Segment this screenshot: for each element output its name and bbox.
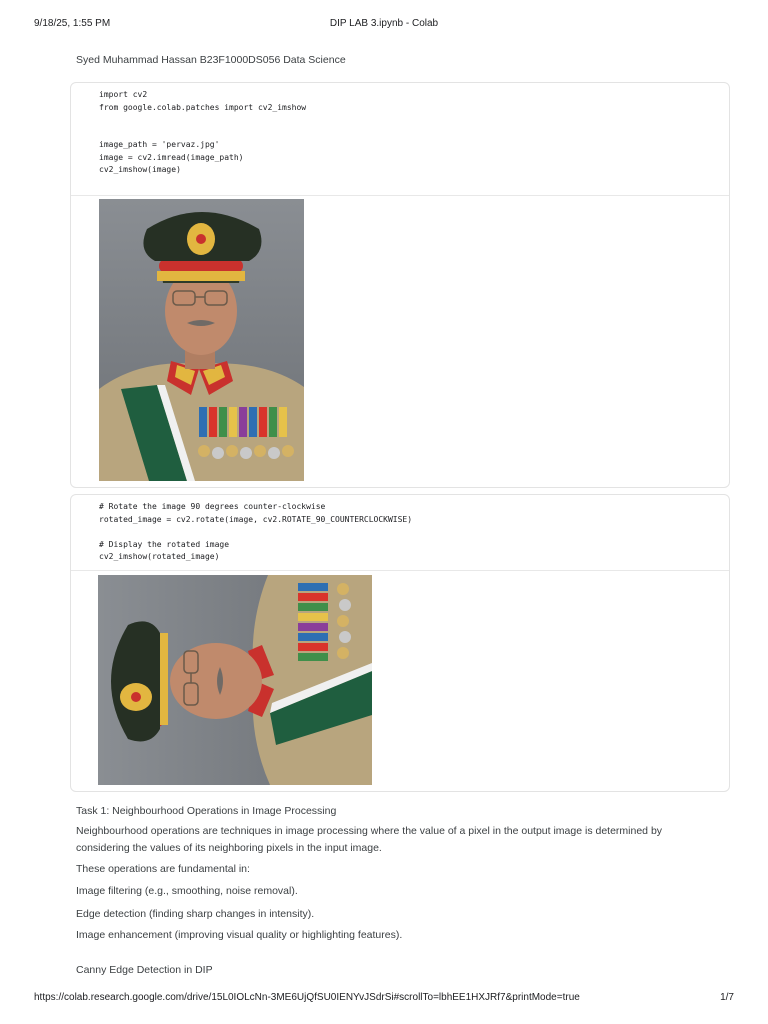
list-item: Edge detection (finding sharp changes in intensity). [76, 908, 315, 920]
output-rotated-image [98, 575, 372, 785]
code-editor-1[interactable] [99, 89, 719, 193]
print-footer [34, 992, 734, 1006]
task-paragraph: Neighbourhood operations are techniques in image processing where the value of a pixel in the output image is determined by considering the values of its neighboring pixels in the input image. [76, 825, 663, 854]
code-text-2[interactable]: # Rotate the image 90 degrees counter-clockwise rotated_image = cv2.rotate(image, cv2.ROTATE_90_COUNTERCLOCKWISE) # Display the rotated image cv2_imshow(rotated_image) [99, 502, 413, 561]
print-date: 9/18/25, 1:55 PM [34, 18, 111, 29]
code-cell-2[interactable] [70, 494, 730, 792]
page-number: 1/7 [720, 992, 734, 1003]
fundamental-intro: These operations are fundamental in: [76, 863, 250, 875]
code-editor-2[interactable] [99, 501, 719, 567]
cell-divider [71, 570, 729, 571]
output-portrait-image [99, 199, 304, 481]
list-item: Image enhancement (improving visual quality or highlighting features). [76, 929, 403, 941]
print-title: DIP LAB 3.ipynb - Colab [329, 18, 439, 29]
print-header [34, 18, 734, 32]
section-heading: Canny Edge Detection in DIP [76, 964, 213, 976]
rotated-portrait-photo [98, 575, 372, 785]
list-item: Image filtering (e.g., smoothing, noise removal). [76, 885, 298, 897]
portrait-photo [99, 199, 304, 481]
cell-divider [71, 195, 729, 196]
code-text-1[interactable]: import cv2 from google.colab.patches import cv2_imshow image_path = 'pervaz.jpg' image = cv2.imread(image_path) cv2_imshow(image) [99, 90, 307, 174]
author-line: Syed Muhammad Hassan B23F1000DS056 Data Science [76, 54, 346, 66]
print-url: https://colab.research.google.com/drive/15L0IOLcNn-3ME6UjQfSU0IENYvJSdrSi#scrollTo=lbhEE1HXJRf7&printMode=true [34, 992, 580, 1003]
task-title: Task 1: Neighbourhood Operations in Image Processing [76, 805, 337, 817]
code-cell-1[interactable] [70, 82, 730, 488]
